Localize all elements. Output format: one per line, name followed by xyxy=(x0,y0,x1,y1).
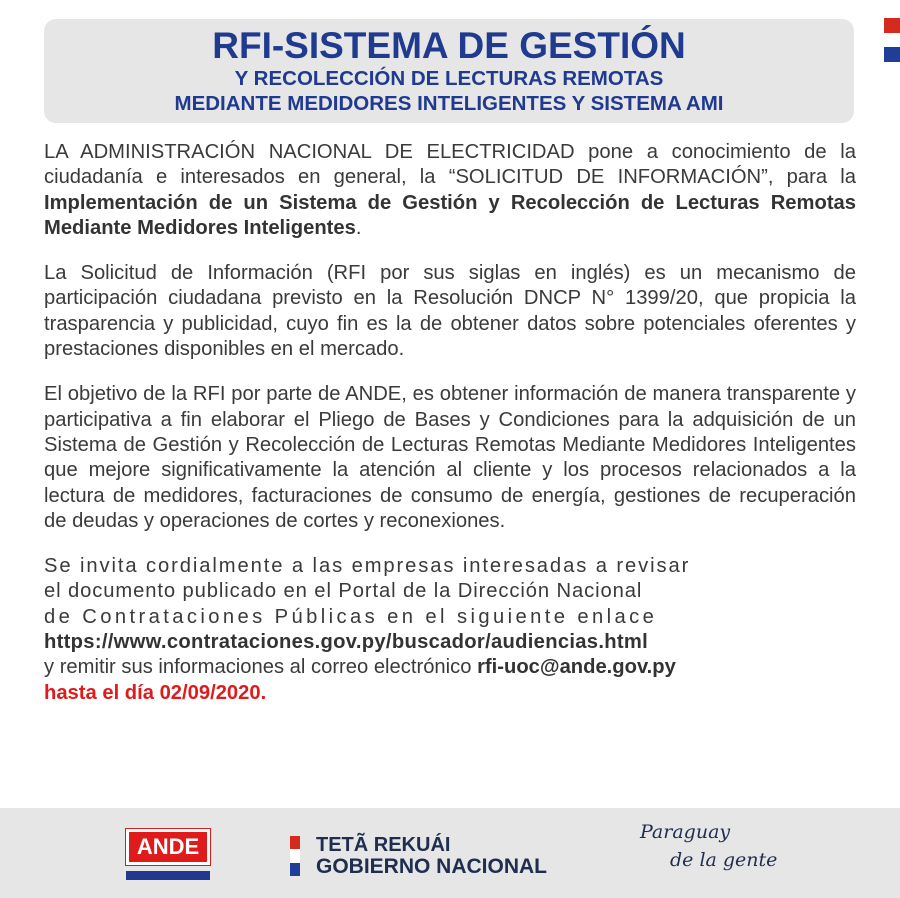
invitation-line-3: de Contrataciones Públicas en el siguiente enlace xyxy=(44,605,658,628)
title-line-1: RFI-SISTEMA DE GESTIÓN xyxy=(212,25,686,66)
ande-logo-bar xyxy=(126,871,210,880)
flag-bars-icon xyxy=(290,836,300,876)
notice-body xyxy=(44,140,856,726)
footer-logos xyxy=(0,808,900,898)
announcement-end: . xyxy=(355,216,362,239)
title-banner xyxy=(44,19,854,123)
announcement-intro: LA ADMINISTRACIÓN NACIONAL DE ELECTRICIDAD pone a conocimiento de la ciudadanía e interesados en general, la “SOLICITUD DE INFORMACIÓN”, para la xyxy=(44,141,856,189)
contact-email[interactable]: rfi-uoc@ande.gov.py xyxy=(477,656,676,679)
paragraph-objective: El objetivo de la RFI por parte de ANDE, es obtener información de manera transparente y participativa a fin elaborar el Pliego de Bases y Condiciones para la adquisición de un Sistema de Gestión y Recolección de Lecturas Remotas Mediante Medidores Inteligentes que mejore significativamente la atención al cliente y los procesos relacionados a la lectura de medidores, facturaciones de consumo de energía, gestiones de recuperación de deudas y operaciones de cortes y reconexiones. xyxy=(44,383,856,532)
invitation-line-2: el documento publicado en el Portal de la Dirección Nacional xyxy=(44,580,643,603)
title-line-3: MEDIANTE MEDIDORES INTELIGENTES Y SISTEMA AMI xyxy=(174,92,724,115)
ande-logo xyxy=(126,829,210,883)
slogan-line-2: de la gente xyxy=(670,849,778,871)
gobierno-nacional-logo xyxy=(290,834,547,878)
paraguay-slogan xyxy=(640,818,790,874)
slogan-line-1: Paraguay xyxy=(640,821,731,843)
invitation-line-1: Se invita cordialmente a las empresas interesadas a revisar xyxy=(44,555,691,578)
rfi-portal-link[interactable]: https://www.contrataciones.gov.py/buscador/audiencias.html xyxy=(44,631,649,654)
deadline-text: hasta el día 02/09/2020. xyxy=(44,681,267,704)
paraguay-flag-stripe xyxy=(884,18,900,62)
gob-line-1: TETÃ REKUÁI xyxy=(316,834,451,856)
paragraph-rfi-definition: La Solicitud de Información (RFI por sus siglas en inglés) es un mecanismo de participación ciudadana previsto en la Resolución DNCP N° 1399/20, que propicia la trasparencia y publicidad, cuyo fin es la de obtener datos sobre potenciales oferentes y prestaciones disponibles en el mercado. xyxy=(44,262,856,361)
ande-logo-text: ANDE xyxy=(126,829,210,865)
invitation-line-5: y remitir sus informaciones al correo electrónico xyxy=(44,656,478,679)
paragraph-invitation xyxy=(44,554,856,706)
announcement-subject: Implementación de un Sistema de Gestión y Recolección de Lecturas Remotas Mediante Medidores Inteligentes xyxy=(44,191,856,239)
title-line-2: Y RECOLECCIÓN DE LECTURAS REMOTAS xyxy=(234,67,664,90)
paragraph-announcement xyxy=(44,140,856,241)
gob-line-2: GOBIERNO NACIONAL xyxy=(316,855,547,878)
